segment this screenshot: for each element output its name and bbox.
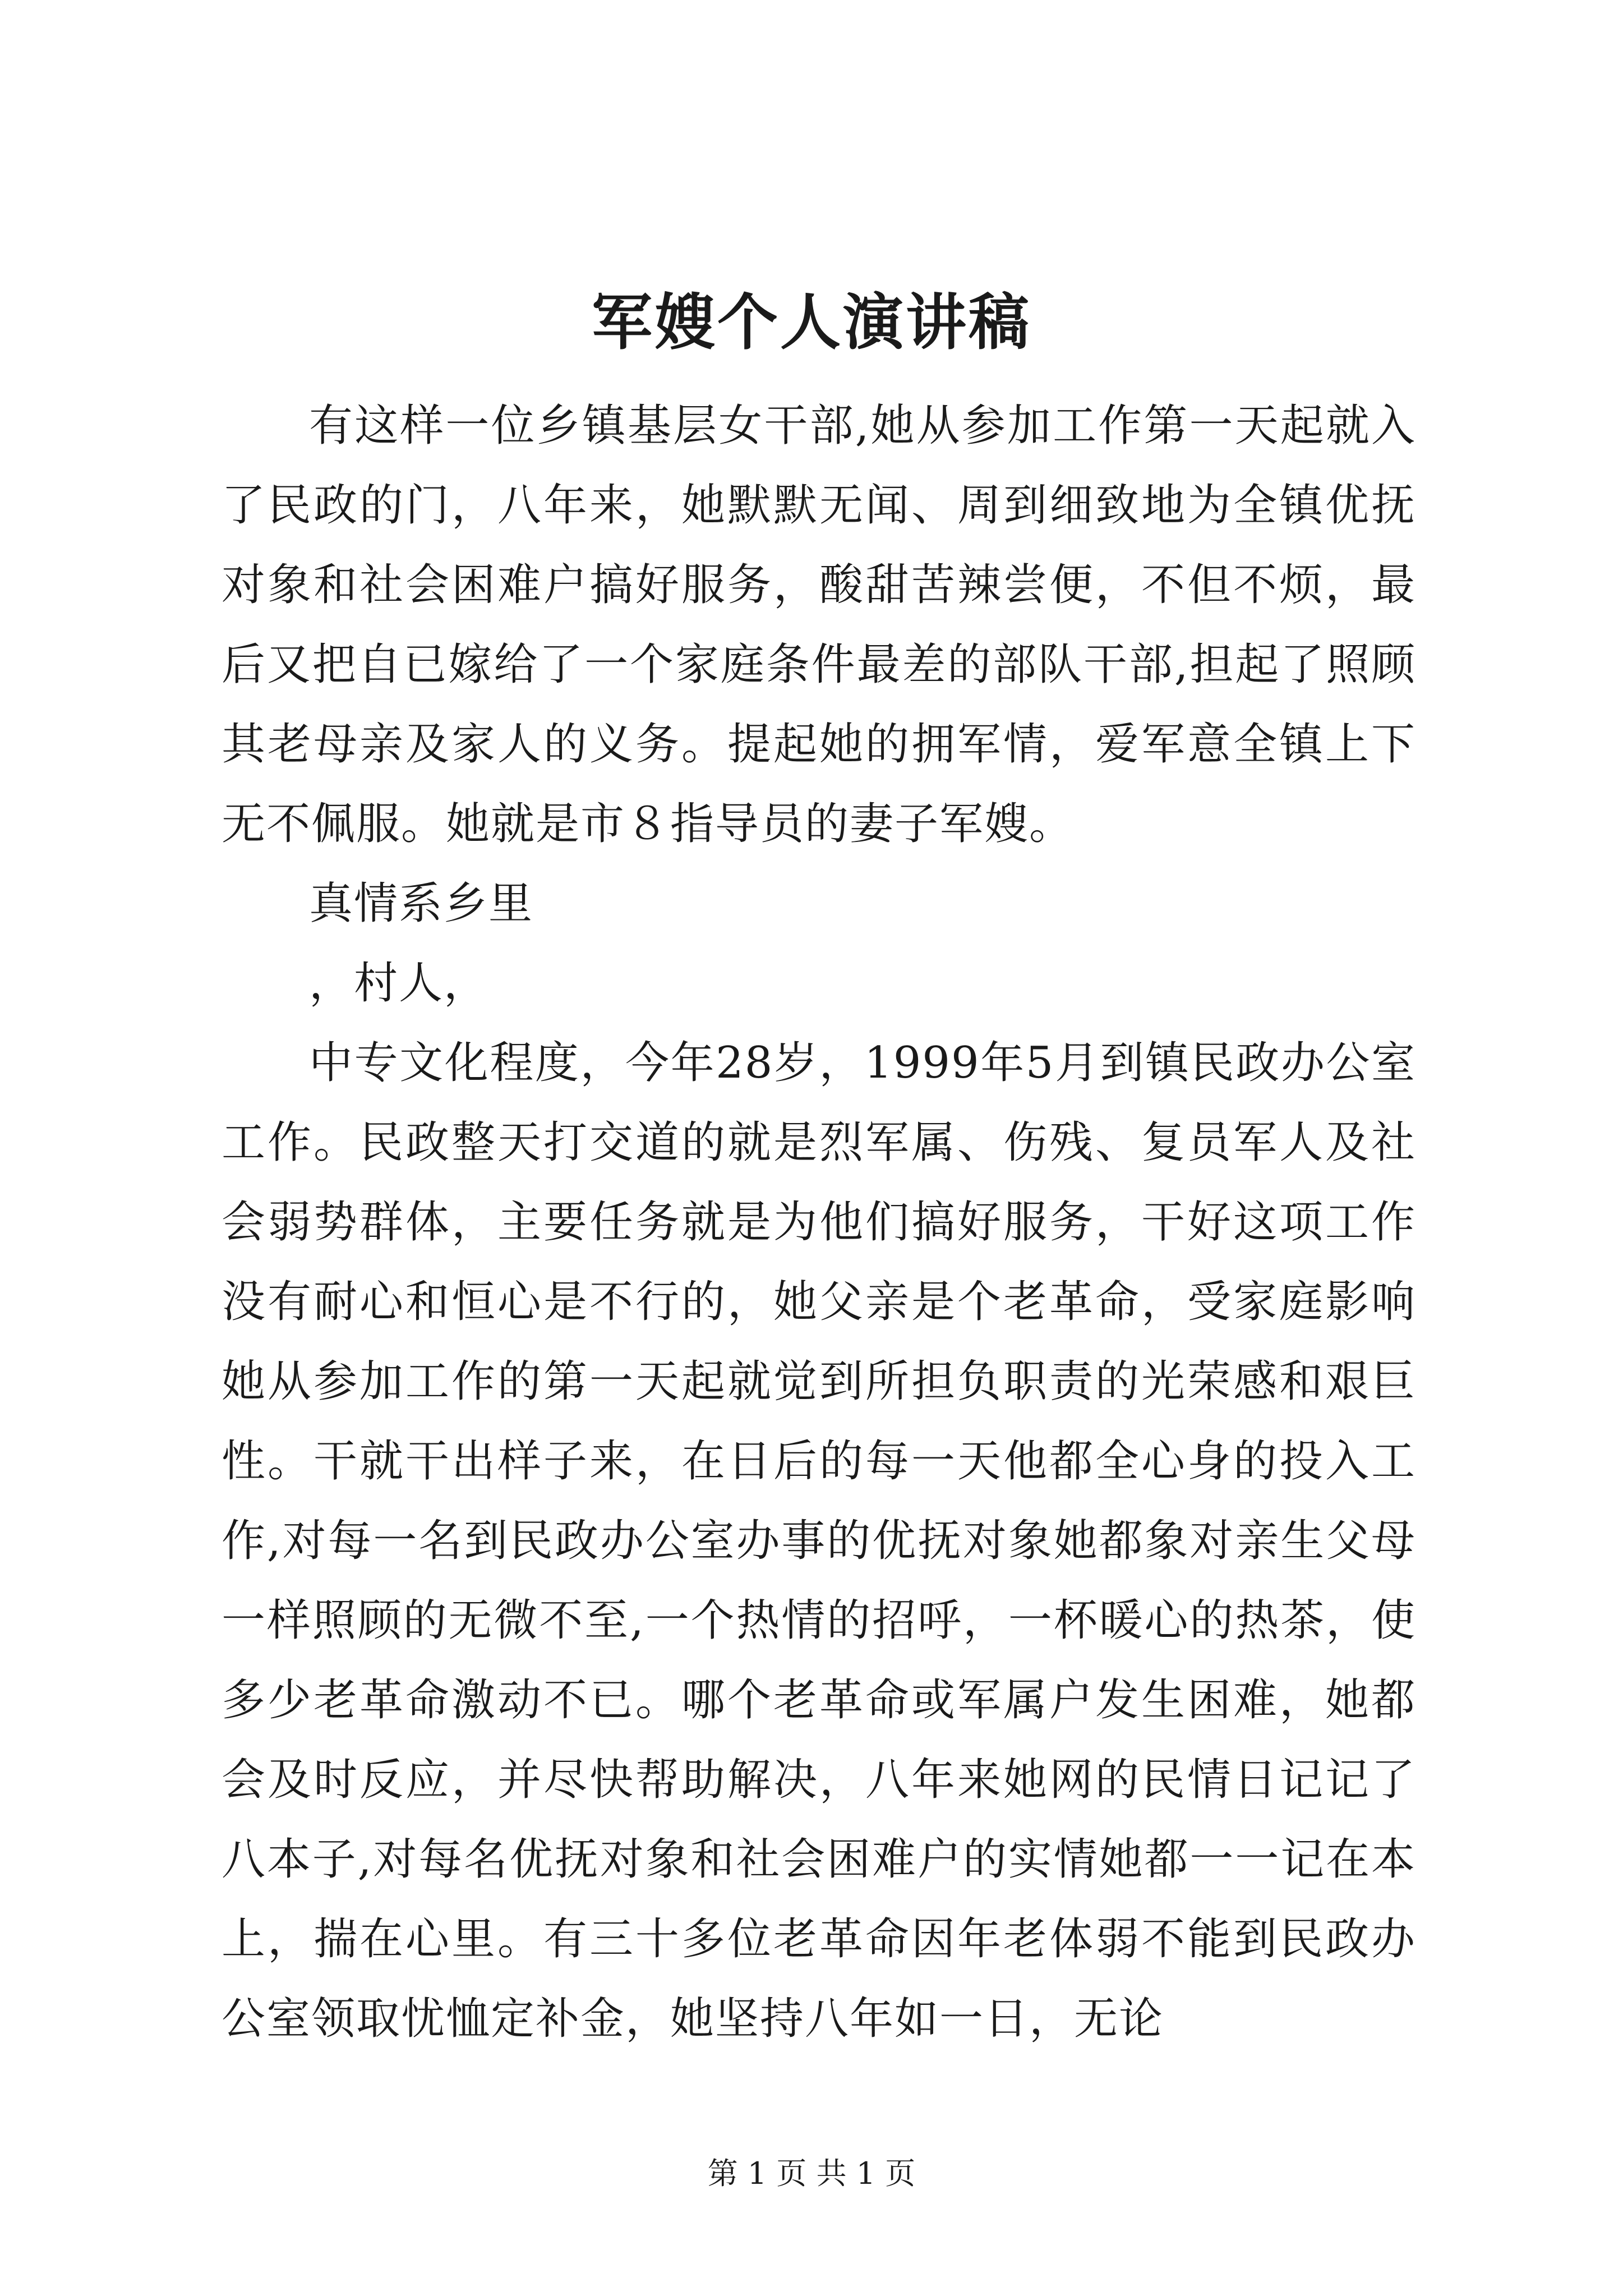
body-paragraph-2: 真情系乡里: [309, 878, 534, 929]
document-title: 军嫂个人演讲稿: [591, 287, 1031, 358]
body-paragraph-3: ，村人，: [309, 958, 489, 1009]
body-paragraph-4: 中专文化程度，今年28岁，1999年5月到镇民政办公室工作。民政整天打交道的就是烈军属、伤残、复员军人及社会弱势群体，主要任务就是为他们搞好服务，干好这项工作没有耐心和恒心是不行的，她父亲是个老革命，受家庭影响她从参加工作的第一天起就觉到所担负职责的光荣感和艰巨性。干就干出样子来，在日后的每一天他都全心身的投入工作,对每一名到民政办公室办事的优抚对象她都象对亲生父母一样照顾的无微不至,一个热情的招呼，一杯暖心的热茶，使多少老革命激动不已。哪个老革命或军属户发生困难，她都会及时反应，并尽快帮助解决，八年来她网的民情日记记了八本子,对每名优抚对象和社会困难户的实情她都一一记在本上，揣在心里。有三十多位老革命因年老体弱不能到民政办公室领取忧恤定补金，她坚持八年如一日，无论: [222, 1038, 1416, 2044]
page-footer: 第 1 页 共 1 页: [707, 2156, 916, 2191]
body-paragraph-1: 有这样一位乡镇基层女干部,她从参加工作第一天起就入了民政的门，八年来，她默默无闻、周到细致地为全镇优抚对象和社会困难户搞好服务，酸甜苦辣尝便，不但不烦，最后又把自已嫁给了一个家庭条件最差的部队干部,担起了照顾其老母亲及家人的义务。提起她的拥军情，爱军意全镇上下无不佩服。她就是市８指导员的妻子军嫂。: [222, 401, 1416, 849]
document-body: [222, 386, 1416, 2059]
